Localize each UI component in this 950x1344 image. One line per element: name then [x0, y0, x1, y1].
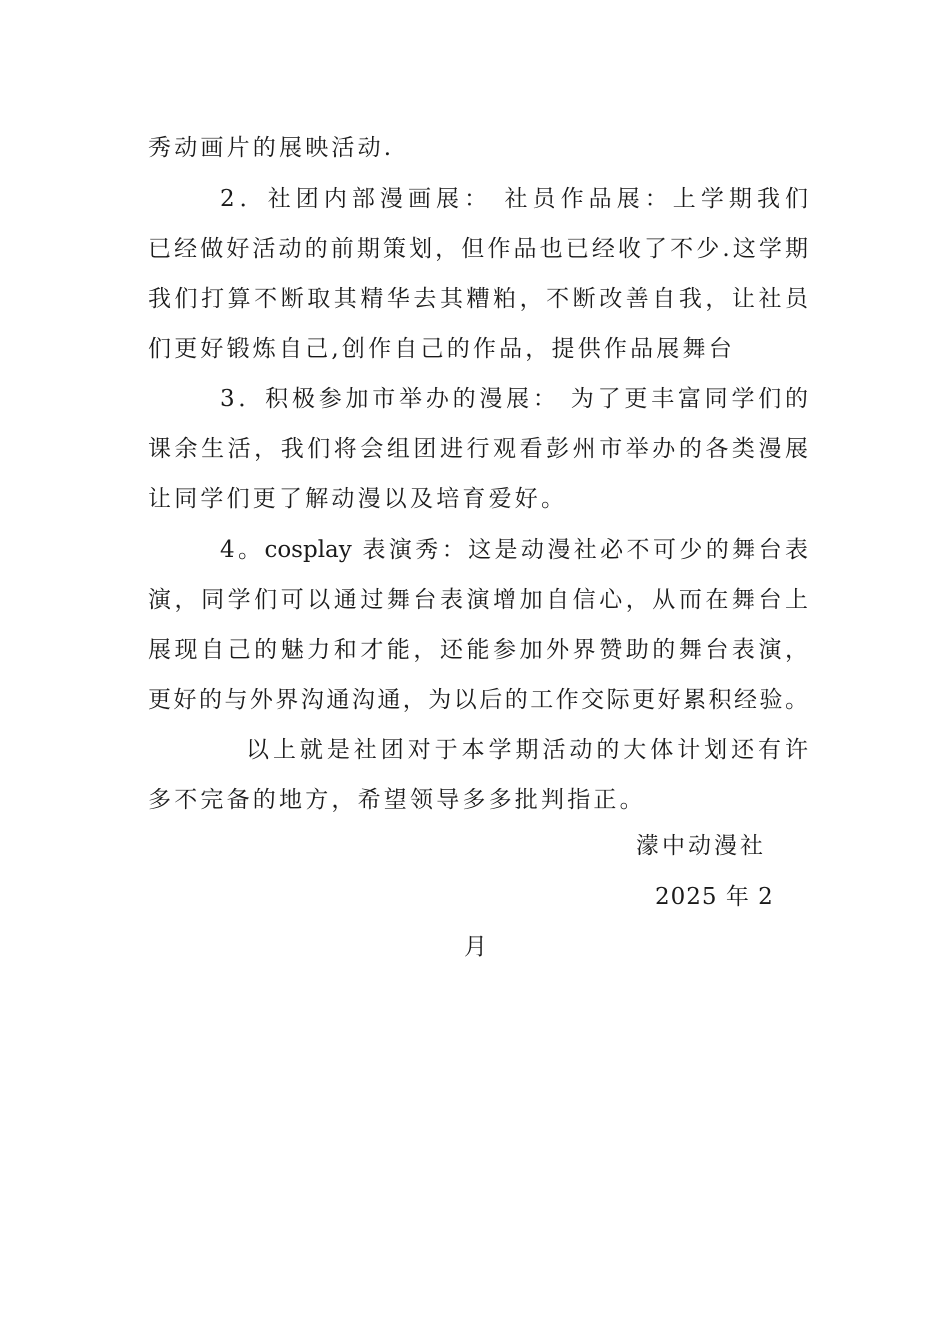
paragraph-intro-tail: 秀动画片的展映活动.	[148, 135, 395, 161]
item-3-heading-line: 3．积极参加市举办的漫展： 为了更丰富同学们的	[220, 386, 808, 412]
item-2-body-line: 们更好锻炼自己,创作自己的作品，提供作品展舞台	[148, 336, 735, 362]
signature-organization: 濛中动漫社	[636, 833, 766, 859]
item-4-body-line: 演，同学们可以通过舞台表演增加自信心，从而在舞台上	[148, 587, 808, 613]
item-4-body-line: 展现自己的魅力和才能，还能参加外界赞助的舞台表演，	[148, 637, 808, 663]
signature-month: 月	[464, 934, 490, 960]
item-3-body-line: 课余生活，我们将会组团进行观看彭州市举办的各类漫展	[148, 436, 808, 462]
item-4-heading-line: 4。cosplay 表演秀：这是动漫社必不可少的舞台表	[220, 537, 808, 563]
item-4-body-line: 更好的与外界沟通沟通，为以后的工作交际更好累积经验。	[148, 687, 808, 713]
closing-paragraph-line: 以上就是社团对于本学期活动的大体计划还有许	[246, 737, 808, 763]
closing-paragraph-line: 多不完备的地方，希望领导多多批判指正。	[148, 787, 646, 813]
signature-date: 2025 年 2	[655, 884, 774, 910]
item-2-body-line: 已经做好活动的前期策划，但作品也已经收了不少.这学期	[148, 236, 808, 262]
item-2-body-line: 我们打算不断取其精华去其糟粕，不断改善自我，让社员	[148, 286, 808, 312]
item-3-body-line: 让同学们更了解动漫以及培育爱好。	[148, 486, 568, 512]
item-2-heading-line: 2．社团内部漫画展： 社员作品展：上学期我们	[220, 186, 808, 212]
